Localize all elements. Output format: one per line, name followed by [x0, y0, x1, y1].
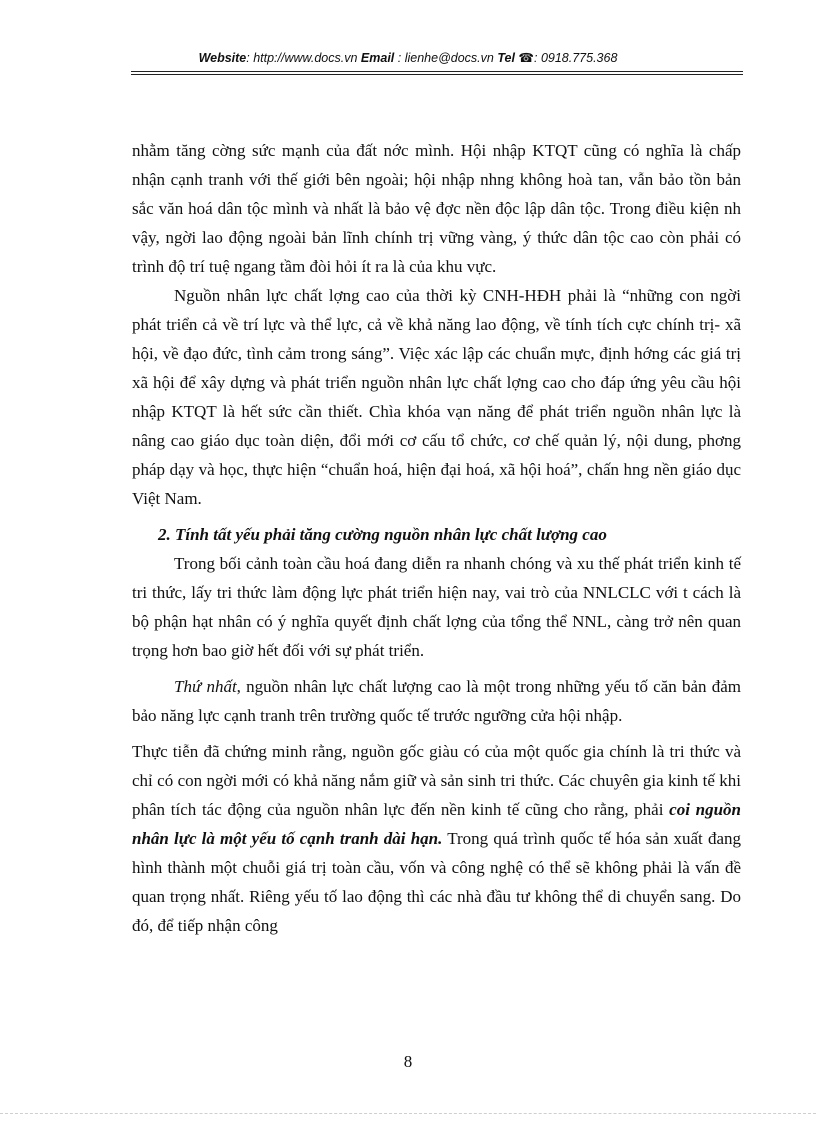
page-number: 8	[403, 1052, 413, 1071]
page-bottom-rule	[0, 1113, 816, 1114]
paragraph-5-text-a: Thực tiễn đã chứng minh rằng, nguồn gốc giàu có của một quốc gia chính là tri thức và chỉ có con ngời mới có khả năng nắm giữ và sản sinh tri thức. Các chuyên gia kinh tế khi phân tích tác động của nguồn nhân lực đến nền kinh tế cũng cho rằng, phải	[132, 742, 741, 819]
header-rule	[131, 71, 743, 75]
email-value[interactable]: : lienhe@docs.vn	[397, 51, 494, 65]
paragraph-5-emphasis: coi nguồn nhân lực là một yếu tố cạnh tranh dài hạn.	[132, 800, 741, 848]
paragraph-5-text-b: Trong quá trình quốc tế hóa sản xuất đang hình thành một chuỗi giá trị toàn cầu, vốn và công nghệ có thể sẽ không phải là vấn đề quan trọng nhất. Riêng yếu tố lao động thì các nhà đầu tư không thể di chuyển sang. Do đó, để tiếp nhận công	[132, 829, 741, 935]
paragraph-2: Nguồn nhân lực chất lợng cao của thời kỳ CNH-HĐH phải là “những con ngời phát triển cả về trí lực và thể lực, cả về khả năng lao động, về tính tích cực chính trị- xã hội, về đạo đức, tình cảm trong sáng”. Việc xác lập các chuẩn mực, định hớng các giá trị xã hội để xây dựng và phát triển nguồn nhân lực chất lợng cao cho đáp ứng yêu cầu hội nhập KTQT là hết sức cần thiết. Chìa khóa vạn năng để phát triển nguồn nhân lực là nâng cao giáo dục toàn diện, đổi mới cơ cấu tổ chức, cơ chế quản lý, nội dung, phơng pháp dạy và học, thực hiện “chuẩn hoá, hiện đại hoá, xã hội hoá”, chấn hng nền giáo dục Việt Nam.	[132, 286, 741, 508]
paragraph-4	[132, 672, 741, 730]
paragraph-4-lead: Thứ nhất	[174, 677, 237, 696]
document-body	[132, 136, 741, 940]
website-value[interactable]: : http://www.docs.vn	[246, 51, 358, 65]
page-header	[0, 50, 816, 65]
website-label: Website	[198, 51, 247, 65]
paragraph-3: Trong bối cảnh toàn cầu hoá đang diễn ra nhanh chóng và xu thế phát triển kinh tế tri thức, lấy tri thức làm động lực phát triển hiện nay, vai trò của NNLCLC với t cách là bộ phận hạt nhân có ý nghĩa quyết định chất lợng của tổng thể NNL, càng trở nên quan trọng hơn bao giờ hết đối với sự phát triển.	[132, 554, 741, 660]
section-heading: 2. Tính tất yếu phải tăng cường nguồn nhân lực chất lượng cao	[158, 525, 607, 544]
paragraph-4-text: , nguồn nhân lực chất lượng cao là một trong những yếu tố căn bản đảm bảo năng lực cạnh tranh trên trường quốc tế trước ngưỡng cửa hội nhập.	[132, 677, 741, 725]
paragraph-5	[132, 737, 741, 940]
phone-icon: ☎	[518, 51, 534, 65]
tel-value: : 0918.775.368	[534, 51, 618, 65]
paragraph-1: nhằm tăng cờng sức mạnh của đất nớc mình. Hội nhập KTQT cũng có nghĩa là chấp nhận cạnh tranh với thế giới bên ngoài; hội nhập nhng không hoà tan, vẫn bảo tồn bản sắc văn hoá dân tộc mình và nhất là bảo vệ đợc nền độc lập dân tộc. Trong điều kiện nh vậy, ngời lao động ngoài bản lĩnh chính trị vững vàng, ý thức dân tộc cao còn phải có trình độ trí tuệ ngang tầm đòi hỏi ít ra là của khu vực.	[132, 141, 741, 276]
tel-label: Tel	[497, 51, 515, 65]
email-label: Email	[360, 51, 395, 65]
